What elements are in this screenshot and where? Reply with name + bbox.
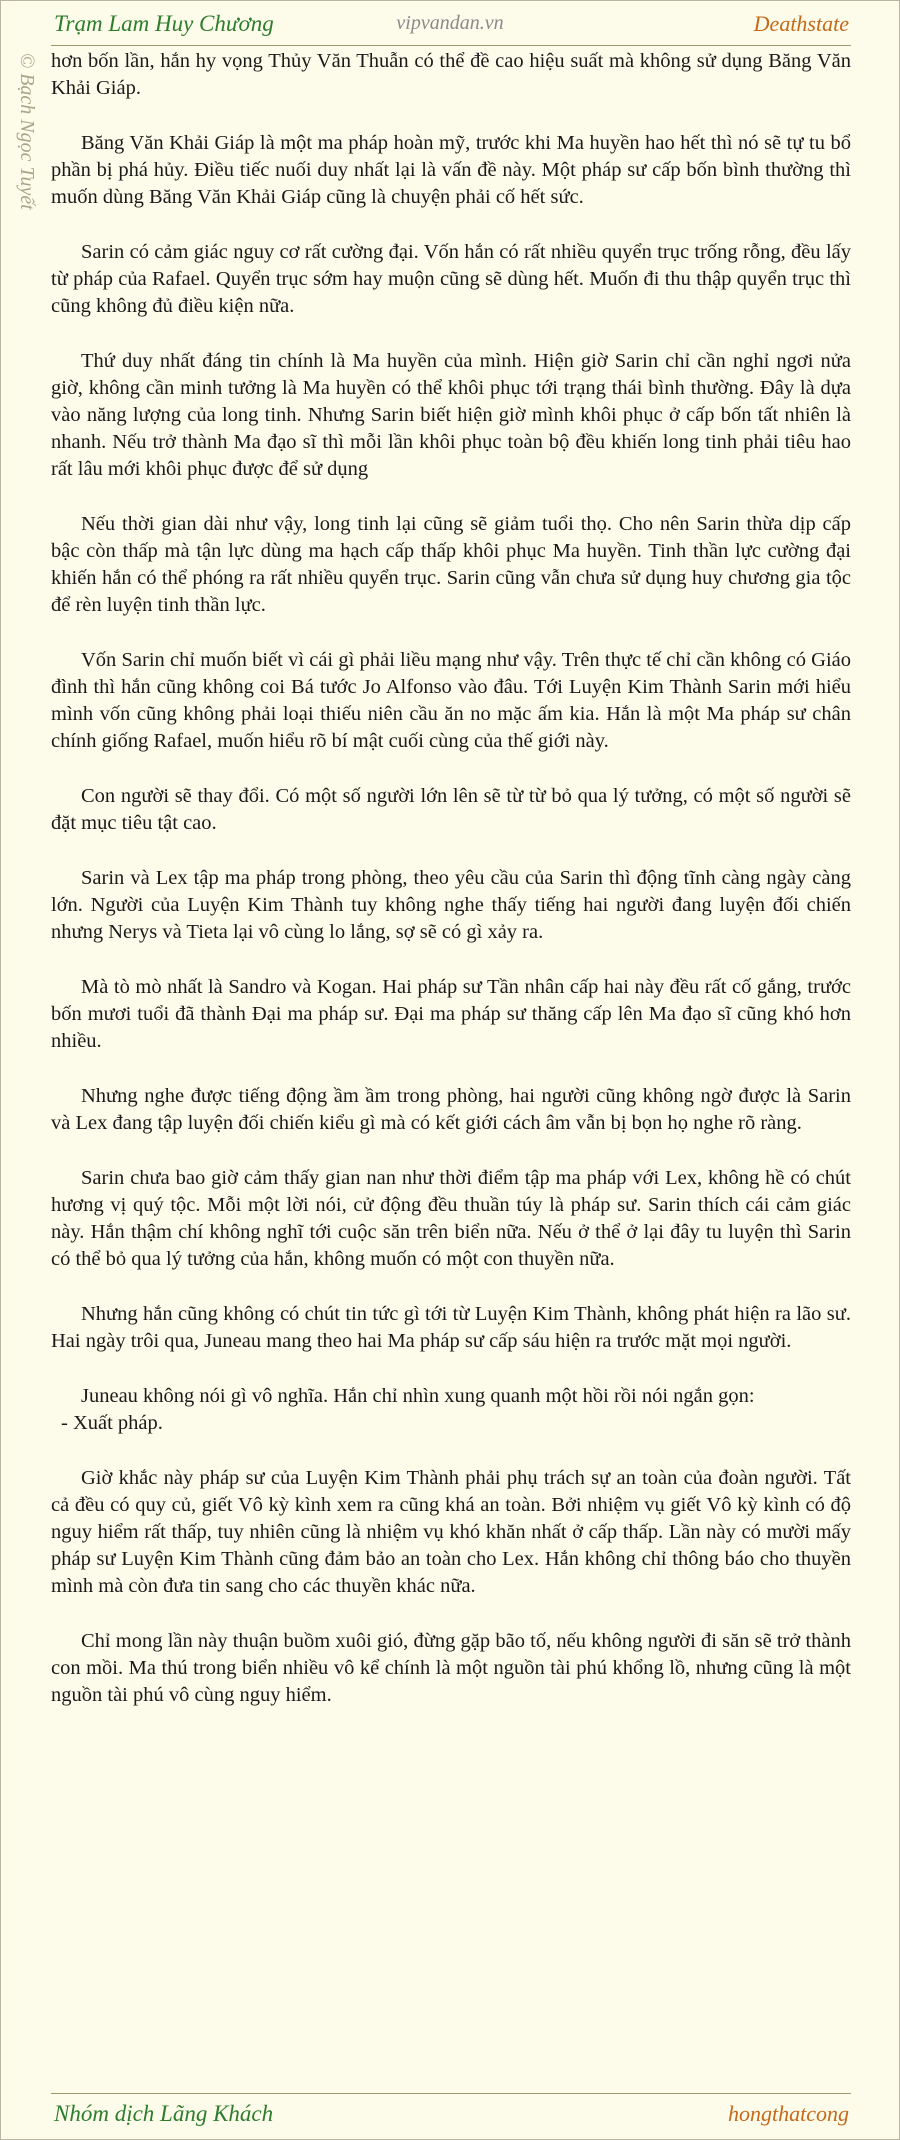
dialogue-line: - Xuất pháp. (61, 1412, 163, 1434)
site-name: vipvandan.vn (396, 12, 504, 34)
chapter-body (51, 48, 851, 1737)
page-header (1, 1, 899, 47)
story-title: Trạm Lam Huy Chương (54, 11, 274, 36)
paragraph: Băng Văn Khải Giáp là một ma pháp hoàn mỹ, trước khi Ma huyền hao hết thì nó sẽ tự tu bổ phần bị phá hủy. Điều tiếc nuối duy nhất lại là vấn đề này. Một pháp sư cấp bốn bình thường thì muốn dùng Băng Văn Khải Giáp cũng là chuyện phải cố hết sức. (51, 132, 851, 208)
paragraph: Con người sẽ thay đổi. Có một số người lớn lên sẽ từ từ bỏ qua lý tưởng, có một số người sẽ đặt mục tiêu tật cao. (51, 785, 851, 834)
paragraph: Sarin chưa bao giờ cảm thấy gian nan như thời điểm tập ma pháp với Lex, không hề có chút hương vị quý tộc. Mỗi một lời nói, cử động đều thuần túy là pháp sư. Sarin thích cái cảm giác này. Hắn thậm chí không nghĩ tới cuộc săn trên biển nữa. Nếu ở thể ở lại đây tu luyện thì Sarin có thể bỏ qua lý tưởng của hắn, không muốn có một con thuyền nữa. (51, 1167, 851, 1270)
paragraph: Giờ khắc này pháp sư của Luyện Kim Thành phải phụ trách sự an toàn của đoàn người. Tất cả đều có quy củ, giết Vô kỳ kình xem ra cũng khá an toàn. Bởi nhiệm vụ giết Vô kỳ kình có độ nguy hiểm rất thấp, tuy nhiên cũng là nhiệm vụ khó khăn nhất ở cấp thấp. Lần này có mười mấy pháp sư Luyện Kim Thành cũng đảm bảo an toàn cho Lex. Hắn không chỉ thông báo cho thuyền mình mà còn đưa tin sang cho các thuyền khác nữa. (51, 1467, 851, 1597)
header-divider (51, 45, 851, 46)
side-credit-text: © Bạch Ngọc Tuyết (16, 53, 38, 210)
paragraph: Sarin và Lex tập ma pháp trong phòng, theo yêu cầu của Sarin thì động tĩnh càng ngày càng lớn. Người của Luyện Kim Thành tuy không nghe thấy tiếng hai người đang luyện đối chiến nhưng Nerys và Tieta lại vô cùng lo lắng, sợ sẽ có gì xảy ra. (51, 867, 851, 943)
paragraph: Nhưng hắn cũng không có chút tin tức gì tới từ Luyện Kim Thành, không phát hiện ra lão sư. Hai ngày trôi qua, Juneau mang theo hai Ma pháp sư cấp sáu hiện ra trước mặt mọi người. (51, 1303, 851, 1352)
paragraph: Nhưng nghe được tiếng động ầm ầm trong phòng, hai người cũng không ngờ được là Sarin và Lex đang tập luyện đối chiến kiểu gì mà có kết giới cách âm vẫn bị bọn họ nghe rõ ràng. (51, 1085, 851, 1134)
paragraph: Nếu thời gian dài như vậy, long tinh lại cũng sẽ giảm tuổi thọ. Cho nên Sarin thừa dịp cấp bậc còn thấp mà tận lực dùng ma hạch cấp thấp khôi phục Ma huyền. Tinh thần lực cường đại khiến hắn có thể phóng ra rất nhiều quyển trục. Sarin cũng vẫn chưa sử dụng huy chương gia tộc để rèn luyện tinh thần lực. (51, 513, 851, 616)
paragraph: Juneau không nói gì vô nghĩa. Hắn chỉ nhìn xung quanh một hồi rồi nói ngắn gọn: (81, 1385, 755, 1407)
paragraph: Thứ duy nhất đáng tin chính là Ma huyền của mình. Hiện giờ Sarin chỉ cần nghỉ ngơi nửa giờ, không cần minh tưởng là Ma huyền có thể khôi phục tới trạng thái bình thường. Đây là dựa vào năng lượng của long tinh. Nhưng Sarin biết hiện giờ mình khôi phục ở cấp bốn tất nhiên là nhanh. Nếu trở thành Ma đạo sĩ thì mỗi lần khôi phục toàn bộ đều khiến long tinh phải tiêu hao rất lâu mới khôi phục được để sử dụng (51, 350, 851, 480)
paragraph: Chỉ mong lần này thuận buồm xuôi gió, đừng gặp bão tố, nếu không người đi săn sẽ trở thành con mồi. Ma thú trong biển nhiều vô kể chính là một nguồn tài phú khổng lồ, nhưng cũng là một nguồn tài phú vô cùng nguy hiểm. (51, 1630, 851, 1706)
translator-credit: Nhóm dịch Lãng Khách (54, 2101, 274, 2126)
paragraph: hơn bốn lần, hắn hy vọng Thủy Văn Thuẫn có thể đề cao hiệu suất mà không sử dụng Băng Văn Khải Giáp. (51, 50, 851, 99)
footer-divider (51, 2093, 851, 2094)
side-credit (12, 53, 40, 313)
paragraph: Vốn Sarin chỉ muốn biết vì cái gì phải liều mạng như vậy. Trên thực tế chỉ cần không có Giáo đình thì hắn cũng không coi Bá tước Jo Alfonso vào đâu. Tới Luyện Kim Thành Sarin mới hiểu mình vốn cũng không phải loại thiếu niên cầu ăn no mặc ấm kia. Hắn là một Ma pháp sư chân chính giống Rafael, muốn hiểu rõ bí mật cuối cùng của thế giới này. (51, 649, 851, 752)
uploader-credit: hongthatcong (728, 2101, 849, 2126)
paragraph: Sarin có cảm giác nguy cơ rất cường đại. Vốn hắn có rất nhiều quyển trục trống rỗng, đều lấy từ pháp của Rafael. Quyển trục sớm hay muộn cũng sẽ dùng hết. Muốn đi thu thập quyển trục thì cũng không đủ điều kiện nữa. (51, 241, 851, 317)
paragraph: Mà tò mò nhất là Sandro và Kogan. Hai pháp sư Tần nhân cấp hai này đều rất cố gắng, trước bốn mươi tuổi đã thành Đại ma pháp sư. Đại ma pháp sư thăng cấp lên Ma đạo sĩ cũng khó hơn nhiều. (51, 976, 851, 1052)
author-name: Deathstate (753, 11, 849, 36)
